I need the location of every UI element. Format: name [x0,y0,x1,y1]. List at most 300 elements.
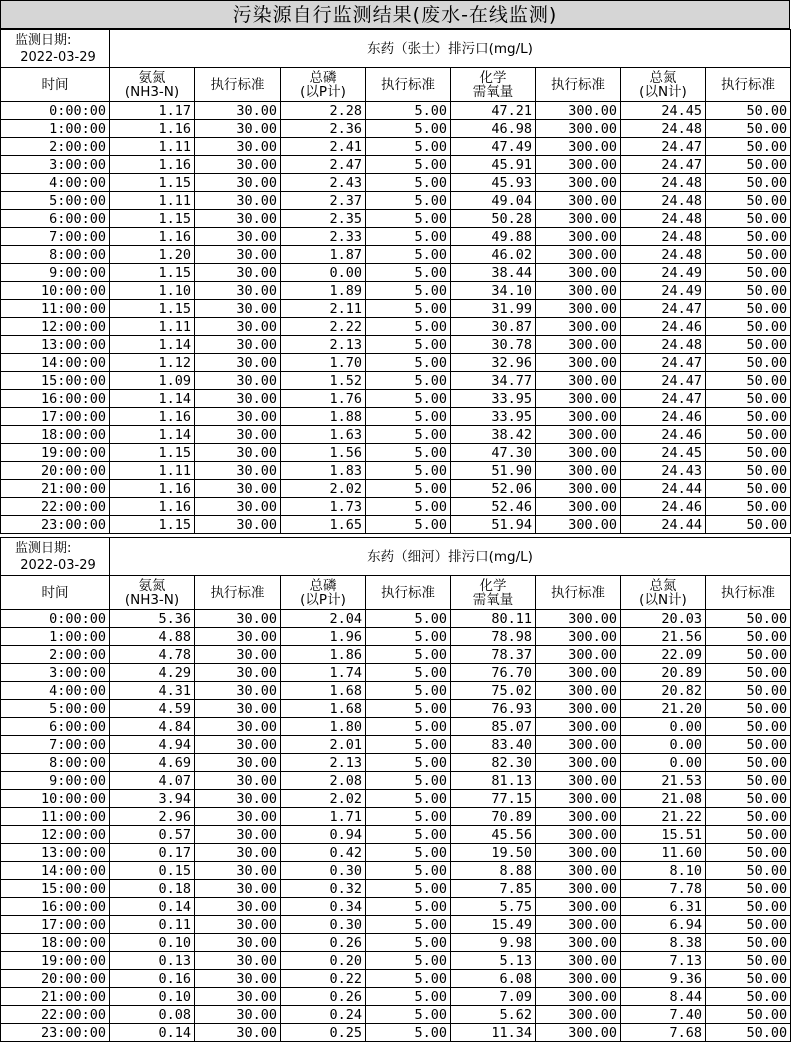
value-cell: 30.00 [195,120,281,138]
value-cell: 30.00 [195,970,281,988]
value-cell: 30.00 [195,372,281,390]
value-cell: 30.00 [195,844,281,862]
time-cell: 18:00:00 [1,934,110,952]
value-cell: 1.68 [281,700,366,718]
value-cell: 30.00 [195,390,281,408]
value-cell: 300.00 [536,898,621,916]
value-cell: 6.08 [451,970,536,988]
value-cell: 7.68 [621,1024,706,1042]
value-cell: 300.00 [536,138,621,156]
value-cell: 47.21 [451,102,536,120]
value-cell: 0.32 [281,880,366,898]
value-cell: 1.88 [281,408,366,426]
value-cell: 1.68 [281,682,366,700]
table-row [1,826,791,844]
value-cell: 4.31 [110,682,195,700]
value-cell: 50.00 [706,264,791,282]
value-cell: 24.48 [621,192,706,210]
value-cell: 50.00 [706,246,791,264]
value-cell: 19.50 [451,844,536,862]
value-cell: 2.35 [281,210,366,228]
value-cell: 33.95 [451,408,536,426]
value-cell: 2.28 [281,102,366,120]
time-cell: 23:00:00 [1,516,110,534]
value-cell: 0.18 [110,880,195,898]
value-cell: 5.00 [366,120,451,138]
time-cell: 10:00:00 [1,790,110,808]
value-cell: 24.47 [621,138,706,156]
value-cell: 300.00 [536,318,621,336]
value-cell: 30.00 [195,988,281,1006]
value-cell: 8.38 [621,934,706,952]
table-row [1,462,791,480]
value-cell: 1.16 [110,228,195,246]
value-cell: 1.11 [110,138,195,156]
value-cell: 30.00 [195,718,281,736]
value-cell: 0.16 [110,970,195,988]
value-cell: 0.22 [281,970,366,988]
value-cell: 0.00 [621,736,706,754]
value-cell: 5.00 [366,318,451,336]
value-cell: 0.24 [281,1006,366,1024]
value-cell: 0.57 [110,826,195,844]
value-cell: 50.00 [706,408,791,426]
table-meta-row [1,538,791,576]
table-row [1,772,791,790]
table-row [1,354,791,372]
value-cell: 5.13 [451,952,536,970]
table-row [1,138,791,156]
value-cell: 38.44 [451,264,536,282]
value-cell: 2.47 [281,156,366,174]
value-cell: 24.43 [621,462,706,480]
value-cell: 11.60 [621,844,706,862]
value-cell: 30.00 [195,462,281,480]
value-cell: 0.26 [281,934,366,952]
value-cell: 2.08 [281,772,366,790]
time-cell: 0:00:00 [1,610,110,628]
value-cell: 50.00 [706,102,791,120]
value-cell: 300.00 [536,462,621,480]
value-cell: 1.52 [281,372,366,390]
value-cell: 1.96 [281,628,366,646]
value-cell: 24.47 [621,156,706,174]
value-cell: 1.15 [110,300,195,318]
table-row [1,790,791,808]
time-cell: 20:00:00 [1,462,110,480]
value-cell: 33.95 [451,390,536,408]
value-cell: 50.00 [706,498,791,516]
value-cell: 50.00 [706,228,791,246]
value-cell: 30.00 [195,408,281,426]
table-row [1,970,791,988]
value-cell: 300.00 [536,246,621,264]
value-cell: 2.11 [281,300,366,318]
value-cell: 5.00 [366,790,451,808]
value-cell: 300.00 [536,228,621,246]
time-cell: 4:00:00 [1,174,110,192]
value-cell: 5.00 [366,246,451,264]
value-cell: 24.48 [621,336,706,354]
time-cell: 5:00:00 [1,192,110,210]
table-row [1,408,791,426]
value-cell: 0.00 [281,264,366,282]
value-cell: 24.47 [621,372,706,390]
value-cell: 1.15 [110,210,195,228]
value-cell: 2.04 [281,610,366,628]
time-cell: 1:00:00 [1,628,110,646]
table-row [1,916,791,934]
value-cell: 300.00 [536,516,621,534]
date-value: 2022-03-29 [20,49,96,65]
value-cell: 2.13 [281,754,366,772]
time-cell: 17:00:00 [1,408,110,426]
value-cell: 30.00 [195,754,281,772]
column-header: 执行标准 [366,576,451,610]
value-cell: 300.00 [536,390,621,408]
value-cell: 34.77 [451,372,536,390]
value-cell: 76.70 [451,664,536,682]
value-cell: 50.00 [706,826,791,844]
value-cell: 300.00 [536,718,621,736]
value-cell: 5.36 [110,610,195,628]
date-label: 监测日期: [15,32,72,48]
value-cell: 5.00 [366,826,451,844]
value-cell: 5.00 [366,354,451,372]
monitoring-table-xihe [0,537,791,1042]
value-cell: 50.00 [706,628,791,646]
value-cell: 1.11 [110,462,195,480]
value-cell: 78.37 [451,646,536,664]
column-header: 执行标准 [706,68,791,102]
value-cell: 30.00 [195,772,281,790]
value-cell: 21.08 [621,790,706,808]
value-cell: 30.00 [195,898,281,916]
value-cell: 5.00 [366,192,451,210]
table-row [1,934,791,952]
table-row [1,700,791,718]
value-cell: 5.00 [366,156,451,174]
table-row [1,372,791,390]
value-cell: 50.00 [706,426,791,444]
table-row [1,754,791,772]
value-cell: 1.16 [110,408,195,426]
value-cell: 5.00 [366,138,451,156]
table-row [1,610,791,628]
value-cell: 30.00 [195,498,281,516]
value-cell: 2.96 [110,808,195,826]
value-cell: 300.00 [536,700,621,718]
value-cell: 5.00 [366,264,451,282]
table-row [1,862,791,880]
value-cell: 21.22 [621,808,706,826]
value-cell: 80.11 [451,610,536,628]
column-header: 总氮 (以N计) [621,576,706,610]
value-cell: 24.49 [621,282,706,300]
value-cell: 300.00 [536,628,621,646]
value-cell: 30.00 [195,336,281,354]
time-cell: 0:00:00 [1,102,110,120]
value-cell: 5.00 [366,970,451,988]
time-cell: 9:00:00 [1,772,110,790]
value-cell: 49.04 [451,192,536,210]
value-cell: 24.45 [621,444,706,462]
value-cell: 0.15 [110,862,195,880]
value-cell: 8.10 [621,862,706,880]
table-row [1,880,791,898]
value-cell: 1.16 [110,498,195,516]
value-cell: 5.00 [366,916,451,934]
value-cell: 0.30 [281,916,366,934]
value-cell: 50.00 [706,754,791,772]
value-cell: 4.29 [110,664,195,682]
column-header: 化学 需氧量 [451,576,536,610]
value-cell: 50.00 [706,462,791,480]
value-cell: 50.00 [706,444,791,462]
table-row [1,988,791,1006]
value-cell: 24.48 [621,228,706,246]
table-row [1,318,791,336]
table-row [1,336,791,354]
value-cell: 5.00 [366,444,451,462]
value-cell: 4.59 [110,700,195,718]
value-cell: 9.36 [621,970,706,988]
value-cell: 300.00 [536,426,621,444]
table-row [1,1024,791,1042]
value-cell: 5.00 [366,952,451,970]
column-header: 总磷 (以P计) [281,68,366,102]
value-cell: 50.00 [706,354,791,372]
value-cell: 6.31 [621,898,706,916]
value-cell: 8.44 [621,988,706,1006]
time-cell: 12:00:00 [1,318,110,336]
value-cell: 46.02 [451,246,536,264]
time-cell: 14:00:00 [1,354,110,372]
value-cell: 4.07 [110,772,195,790]
date-cell [1,538,110,576]
value-cell: 300.00 [536,844,621,862]
value-cell: 6.94 [621,916,706,934]
value-cell: 5.00 [366,628,451,646]
value-cell: 7.40 [621,1006,706,1024]
value-cell: 30.00 [195,664,281,682]
value-cell: 1.83 [281,462,366,480]
time-cell: 11:00:00 [1,808,110,826]
time-cell: 9:00:00 [1,264,110,282]
value-cell: 24.49 [621,264,706,282]
value-cell: 50.00 [706,336,791,354]
value-cell: 5.75 [451,898,536,916]
column-header: 执行标准 [195,68,281,102]
value-cell: 1.16 [110,480,195,498]
value-cell: 1.15 [110,516,195,534]
time-cell: 19:00:00 [1,444,110,462]
column-header: 总磷 (以P计) [281,576,366,610]
value-cell: 30.00 [195,646,281,664]
value-cell: 15.49 [451,916,536,934]
value-cell: 0.25 [281,1024,366,1042]
value-cell: 1.15 [110,264,195,282]
value-cell: 300.00 [536,498,621,516]
value-cell: 20.89 [621,664,706,682]
value-cell: 1.63 [281,426,366,444]
value-cell: 300.00 [536,372,621,390]
value-cell: 45.91 [451,156,536,174]
time-cell: 17:00:00 [1,916,110,934]
value-cell: 300.00 [536,408,621,426]
value-cell: 50.00 [706,646,791,664]
value-cell: 5.00 [366,718,451,736]
table-row [1,808,791,826]
value-cell: 50.28 [451,210,536,228]
value-cell: 1.76 [281,390,366,408]
time-cell: 15:00:00 [1,880,110,898]
table-row [1,444,791,462]
value-cell: 1.14 [110,390,195,408]
value-cell: 20.03 [621,610,706,628]
value-cell: 0.34 [281,898,366,916]
value-cell: 30.00 [195,300,281,318]
value-cell: 5.00 [366,480,451,498]
value-cell: 5.00 [366,934,451,952]
value-cell: 30.00 [195,700,281,718]
value-cell: 7.13 [621,952,706,970]
value-cell: 2.13 [281,336,366,354]
value-cell: 5.00 [366,1006,451,1024]
value-cell: 1.86 [281,646,366,664]
value-cell: 81.13 [451,772,536,790]
date-value: 2022-03-29 [20,557,96,573]
value-cell: 300.00 [536,174,621,192]
value-cell: 300.00 [536,192,621,210]
value-cell: 50.00 [706,844,791,862]
value-cell: 30.00 [195,736,281,754]
time-cell: 8:00:00 [1,754,110,772]
value-cell: 30.00 [195,628,281,646]
value-cell: 11.34 [451,1024,536,1042]
value-cell: 24.46 [621,426,706,444]
value-cell: 34.10 [451,282,536,300]
value-cell: 2.22 [281,318,366,336]
value-cell: 0.10 [110,988,195,1006]
table-header-row [1,576,791,610]
value-cell: 30.00 [195,282,281,300]
value-cell: 50.00 [706,790,791,808]
time-cell: 7:00:00 [1,228,110,246]
value-cell: 5.00 [366,754,451,772]
value-cell: 30.00 [195,264,281,282]
column-header: 执行标准 [536,576,621,610]
value-cell: 0.42 [281,844,366,862]
value-cell: 45.93 [451,174,536,192]
value-cell: 22.09 [621,646,706,664]
value-cell: 5.00 [366,498,451,516]
value-cell: 2.01 [281,736,366,754]
column-header: 执行标准 [536,68,621,102]
table-row [1,498,791,516]
value-cell: 7.85 [451,880,536,898]
column-header: 氨氮 (NH3-N) [110,576,195,610]
value-cell: 0.13 [110,952,195,970]
value-cell: 1.10 [110,282,195,300]
value-cell: 24.48 [621,120,706,138]
value-cell: 20.82 [621,682,706,700]
column-header: 时间 [1,68,110,102]
table-row [1,246,791,264]
table-row [1,426,791,444]
value-cell: 24.46 [621,408,706,426]
value-cell: 76.93 [451,700,536,718]
value-cell: 21.56 [621,628,706,646]
time-cell: 5:00:00 [1,700,110,718]
value-cell: 50.00 [706,898,791,916]
value-cell: 30.00 [195,426,281,444]
value-cell: 300.00 [536,664,621,682]
value-cell: 1.70 [281,354,366,372]
table-row [1,664,791,682]
value-cell: 21.20 [621,700,706,718]
value-cell: 4.88 [110,628,195,646]
table-row [1,192,791,210]
value-cell: 24.48 [621,174,706,192]
value-cell: 30.00 [195,952,281,970]
time-cell: 6:00:00 [1,718,110,736]
value-cell: 24.47 [621,354,706,372]
value-cell: 30.00 [195,934,281,952]
value-cell: 30.00 [195,210,281,228]
table-row [1,264,791,282]
value-cell: 5.00 [366,844,451,862]
value-cell: 300.00 [536,1006,621,1024]
value-cell: 1.11 [110,192,195,210]
table-header-row [1,68,791,102]
value-cell: 30.00 [195,318,281,336]
value-cell: 50.00 [706,700,791,718]
time-cell: 22:00:00 [1,498,110,516]
value-cell: 38.42 [451,426,536,444]
value-cell: 2.36 [281,120,366,138]
time-cell: 19:00:00 [1,952,110,970]
value-cell: 24.47 [621,390,706,408]
value-cell: 300.00 [536,282,621,300]
value-cell: 4.94 [110,736,195,754]
value-cell: 50.00 [706,390,791,408]
value-cell: 5.00 [366,772,451,790]
value-cell: 0.30 [281,862,366,880]
value-cell: 5.00 [366,700,451,718]
value-cell: 5.00 [366,880,451,898]
value-cell: 5.00 [366,282,451,300]
value-cell: 47.49 [451,138,536,156]
value-cell: 50.00 [706,372,791,390]
value-cell: 5.00 [366,390,451,408]
value-cell: 50.00 [706,210,791,228]
column-header: 总氮 (以N计) [621,68,706,102]
value-cell: 2.02 [281,790,366,808]
value-cell: 50.00 [706,736,791,754]
value-cell: 5.00 [366,300,451,318]
column-header: 执行标准 [366,68,451,102]
value-cell: 52.46 [451,498,536,516]
value-cell: 1.09 [110,372,195,390]
value-cell: 15.51 [621,826,706,844]
value-cell: 30.00 [195,228,281,246]
column-header: 执行标准 [195,576,281,610]
value-cell: 300.00 [536,826,621,844]
value-cell: 30.00 [195,1024,281,1042]
value-cell: 0.11 [110,916,195,934]
value-cell: 77.15 [451,790,536,808]
